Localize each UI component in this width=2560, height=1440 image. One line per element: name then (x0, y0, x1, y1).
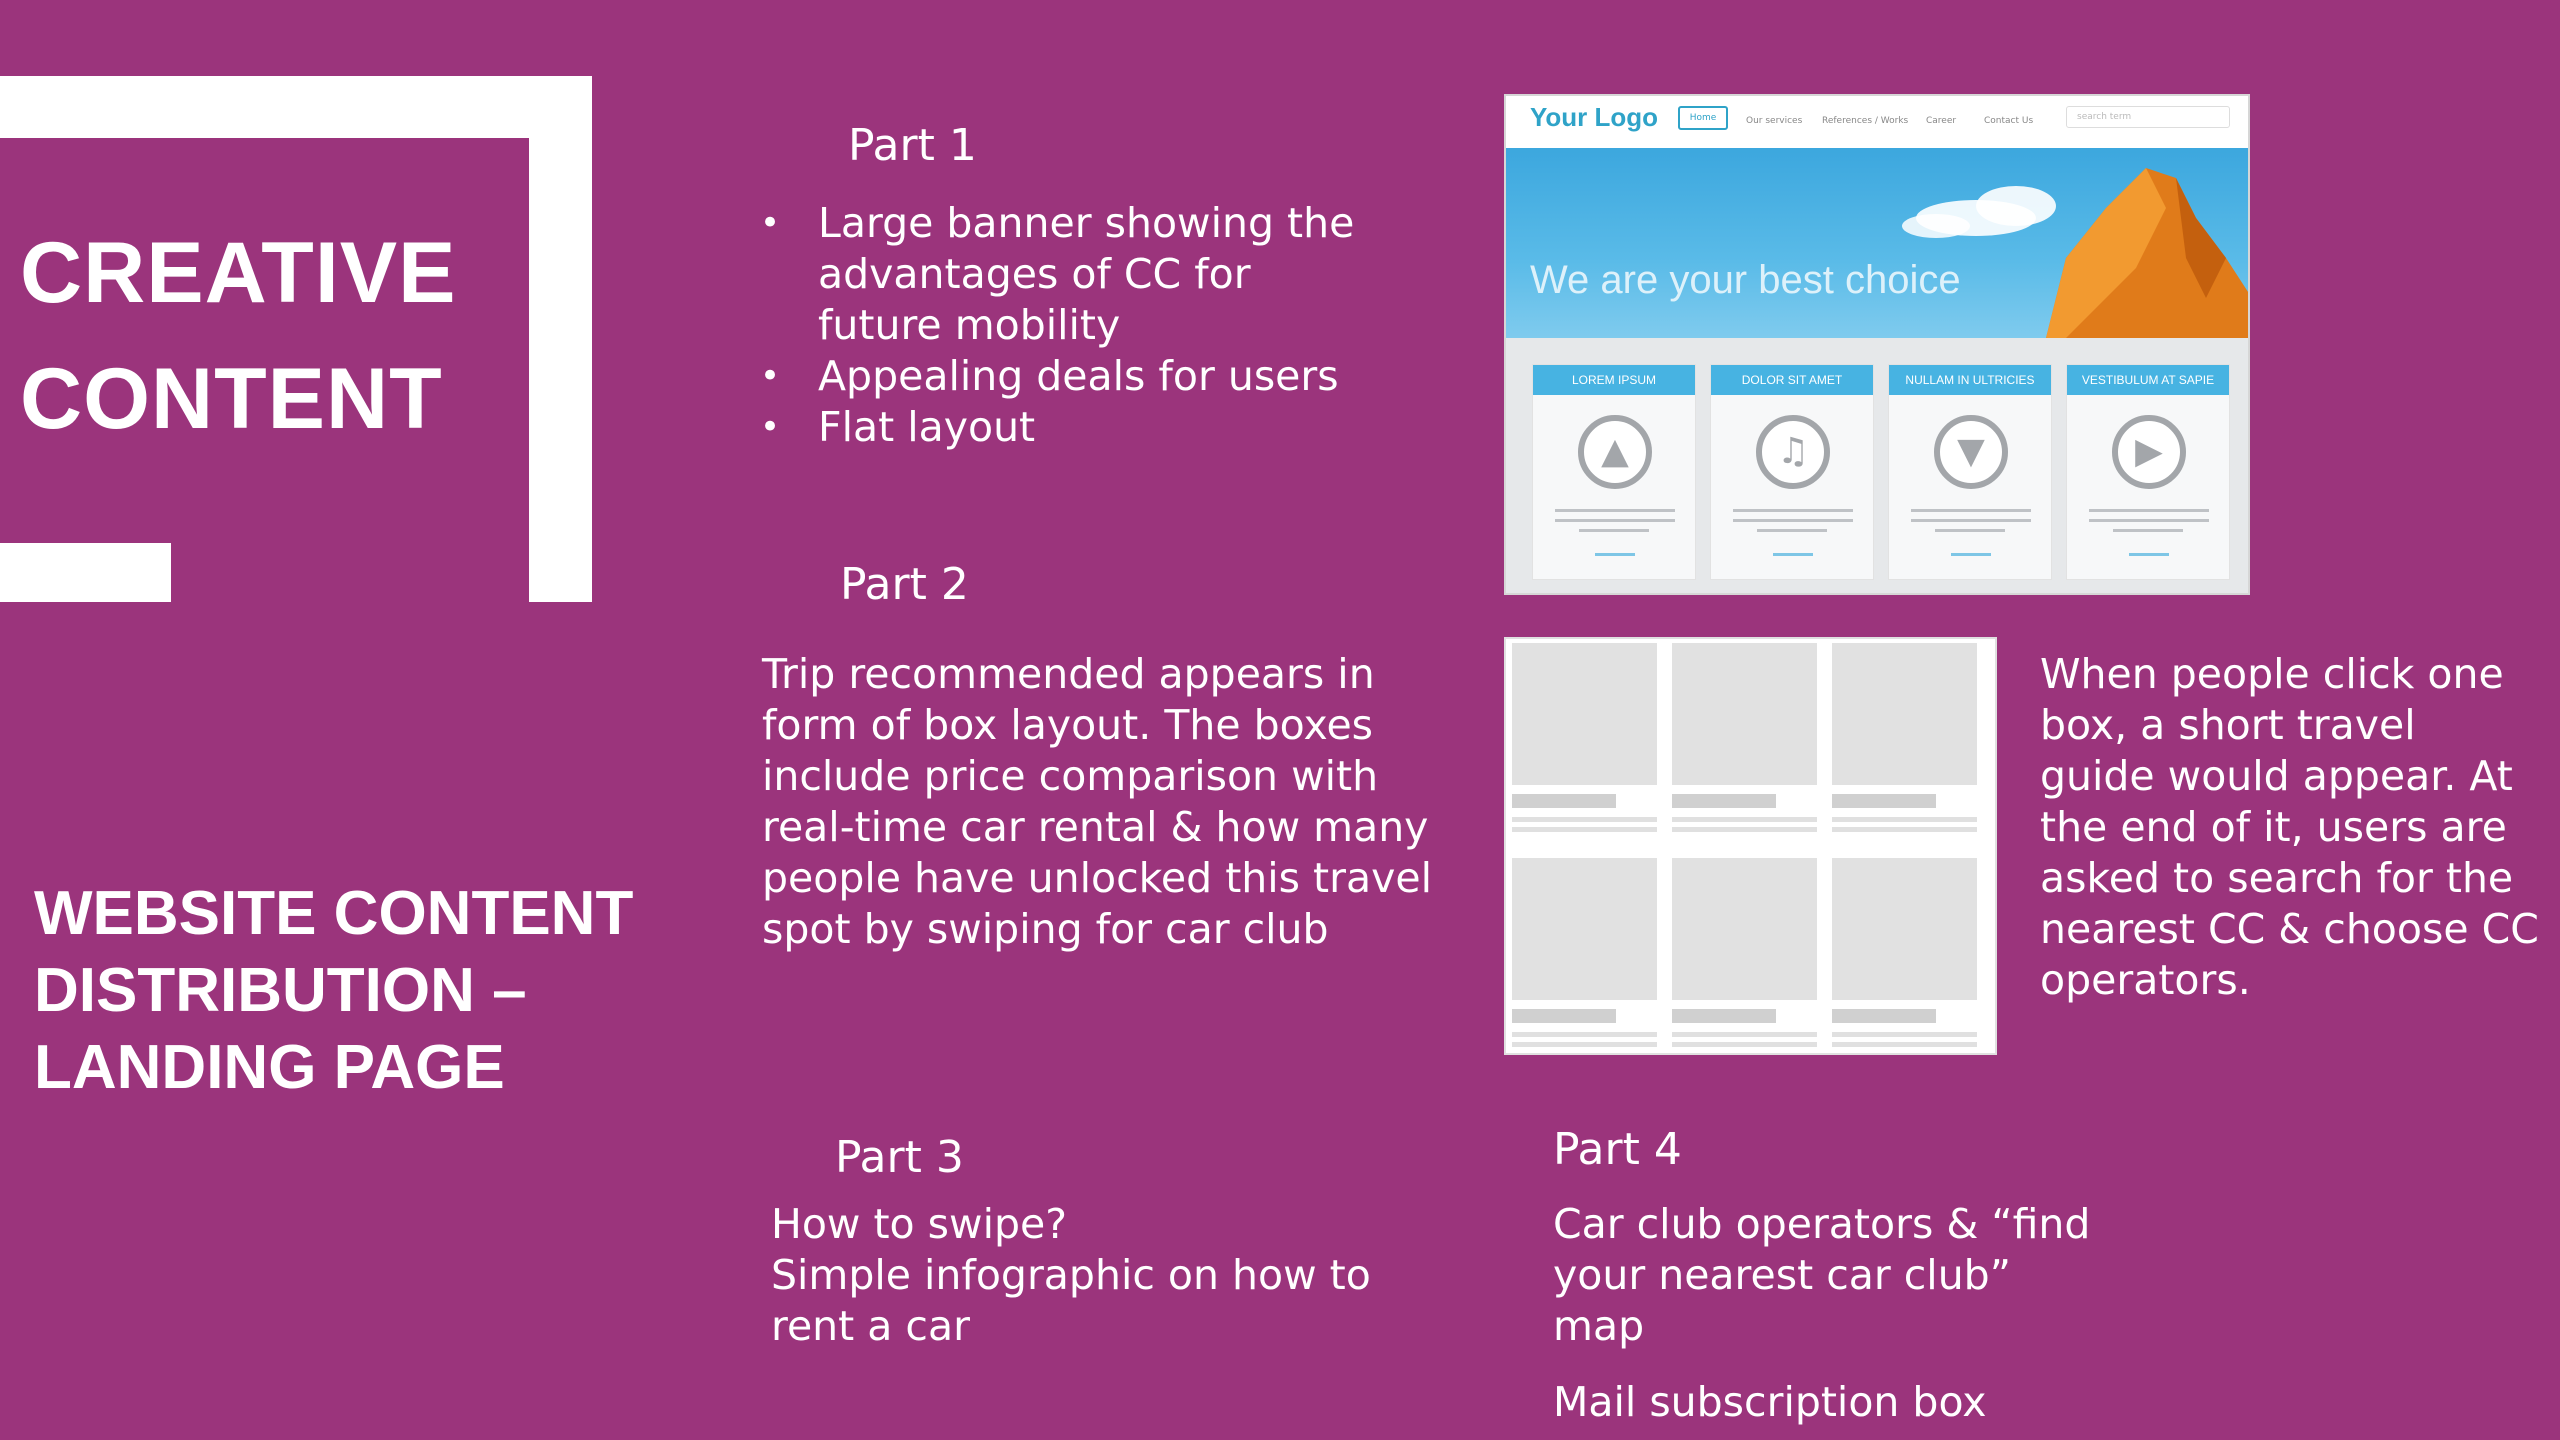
title-frame-bottom (0, 543, 171, 602)
mockup-card (1532, 364, 1696, 580)
wireframe-box (1832, 643, 1977, 785)
part3-line1: How to swipe? (771, 1200, 1067, 1248)
slide-subtitle-line2: DISTRIBUTION – (34, 956, 527, 1025)
wireframe-text-line (1512, 827, 1657, 832)
mockup-card-text-line (2113, 529, 2183, 532)
microphone-icon: ▼ (1934, 415, 2008, 489)
wireframe-text-line (1832, 1042, 1977, 1047)
mockup-hero-illustration (1506, 148, 2250, 338)
part4-line2: Mail subscription box (1553, 1378, 1987, 1426)
slide-title-line1: CREATIVE (20, 225, 457, 321)
mockup-card-title: VESTIBULUM AT SAPIE (2067, 365, 2229, 395)
wireframe-text-line (1672, 1042, 1817, 1047)
wireframe-text-line (1512, 1032, 1657, 1037)
mockup-card (2066, 364, 2230, 580)
mockup-card-title: NULLAM IN ULTRICIES (1889, 365, 2051, 395)
mockup-card-text-line (1911, 509, 2031, 512)
mockup-card-text-line (1911, 519, 2031, 522)
slide-subtitle (34, 875, 734, 1106)
wireframe-text-line (1672, 1032, 1817, 1037)
part2-side-text: When people click one box, a short travel guide would appear. At the end of it, users are asked to search for the nearest CC & choose CC operators. (2040, 650, 2539, 1004)
title-frame-right (529, 76, 592, 602)
slide-subtitle-line3: LANDING PAGE (34, 1033, 505, 1102)
wireframe-text-line (1672, 817, 1817, 822)
wireframe-text-line (1832, 817, 1977, 822)
mockup-logo: Your Logo (1530, 102, 1659, 132)
mockup-card-text-line (1733, 509, 1853, 512)
mockup-card-more-link (1773, 553, 1813, 556)
part1-bullet-1: • Large banner showing the advantages of CC for future mobility (760, 198, 1380, 351)
wireframe-text-line (1672, 827, 1817, 832)
part1-heading: Part 1 (848, 120, 977, 171)
wireframe-text-line (1832, 1032, 1977, 1037)
mockup-search-field: search term (2066, 106, 2230, 128)
mockup-card-more-link (1595, 553, 1635, 556)
mockup-card-text-line (2089, 509, 2209, 512)
mockup-card-title: DOLOR SIT AMET (1711, 365, 1873, 395)
mockup-nav-home: Home (1678, 106, 1728, 130)
part3-text (771, 1199, 1391, 1352)
video-icon: ▶ (2112, 415, 2186, 489)
mockup-tagline: We are your best choice (1530, 258, 1961, 302)
mockup-card (1710, 364, 1874, 580)
part1-bullet-2: • Appealing deals for users (760, 351, 1380, 402)
mockup-nav-services: Our services (1746, 116, 1803, 126)
wireframe-caption (1672, 794, 1776, 808)
wireframe-caption (1672, 1009, 1776, 1023)
part3-line2: Simple infographic on how to rent a car (771, 1251, 1371, 1350)
music-icon: ♫ (1756, 415, 1830, 489)
mockup-card-row (1532, 364, 2232, 584)
wireframe-text-line (1512, 817, 1657, 822)
part4-heading: Part 4 (1553, 1124, 1682, 1175)
website-banner-mockup (1504, 94, 2250, 595)
wireframe-caption (1512, 794, 1616, 808)
mockup-nav-contact: Contact Us (1984, 116, 2034, 126)
part4-text (1553, 1199, 2113, 1428)
part2-heading: Part 2 (840, 559, 969, 610)
slide-title (20, 210, 456, 462)
photo-icon: ▲ (1578, 415, 1652, 489)
wireframe-box (1672, 643, 1817, 785)
part1-bullet-list (760, 198, 1380, 453)
wireframe-box (1512, 643, 1657, 785)
mockup-card-text-line (1579, 529, 1649, 532)
mockup-nav-references: References / Works (1822, 116, 1909, 126)
wireframe-box (1512, 858, 1657, 1000)
mockup-card-title: LOREM IPSUM (1533, 365, 1695, 395)
part3-heading: Part 3 (835, 1132, 964, 1183)
mockup-card-text-line (1555, 509, 1675, 512)
wireframe-caption (1832, 1009, 1936, 1023)
mockup-card-text-line (1935, 529, 2005, 532)
title-frame-top (0, 76, 592, 138)
part1-bullet-3: • Flat layout (760, 402, 1380, 453)
mockup-card-text-line (2089, 519, 2209, 522)
mockup-nav-career: Career (1926, 116, 1957, 126)
mockup-card-more-link (1951, 553, 1991, 556)
wireframe-box (1832, 858, 1977, 1000)
slide-subtitle-line1: WEBSITE CONTENT (34, 879, 634, 948)
mockup-card-text-line (1733, 519, 1853, 522)
wireframe-caption (1512, 1009, 1616, 1023)
mockup-card (1888, 364, 2052, 580)
mockup-card-more-link (2129, 553, 2169, 556)
mockup-card-text-line (1555, 519, 1675, 522)
box-layout-wireframe (1504, 637, 1997, 1055)
wireframe-caption (1832, 794, 1936, 808)
slide-title-line2: CONTENT (20, 351, 443, 447)
mockup-card-text-line (1757, 529, 1827, 532)
mockup-hero-banner (1506, 148, 2248, 338)
wireframe-text-line (1512, 1042, 1657, 1047)
mockup-navbar (1506, 96, 2248, 148)
part2-text: Trip recommended appears in form of box layout. The boxes include price comparison with real-time car rental & how many people have unlocked this travel spot by swiping for car club (762, 650, 1432, 953)
wireframe-text-line (1832, 827, 1977, 832)
wireframe-box (1672, 858, 1817, 1000)
part4-line1: Car club operators & “find your nearest car club” map (1553, 1200, 2091, 1350)
